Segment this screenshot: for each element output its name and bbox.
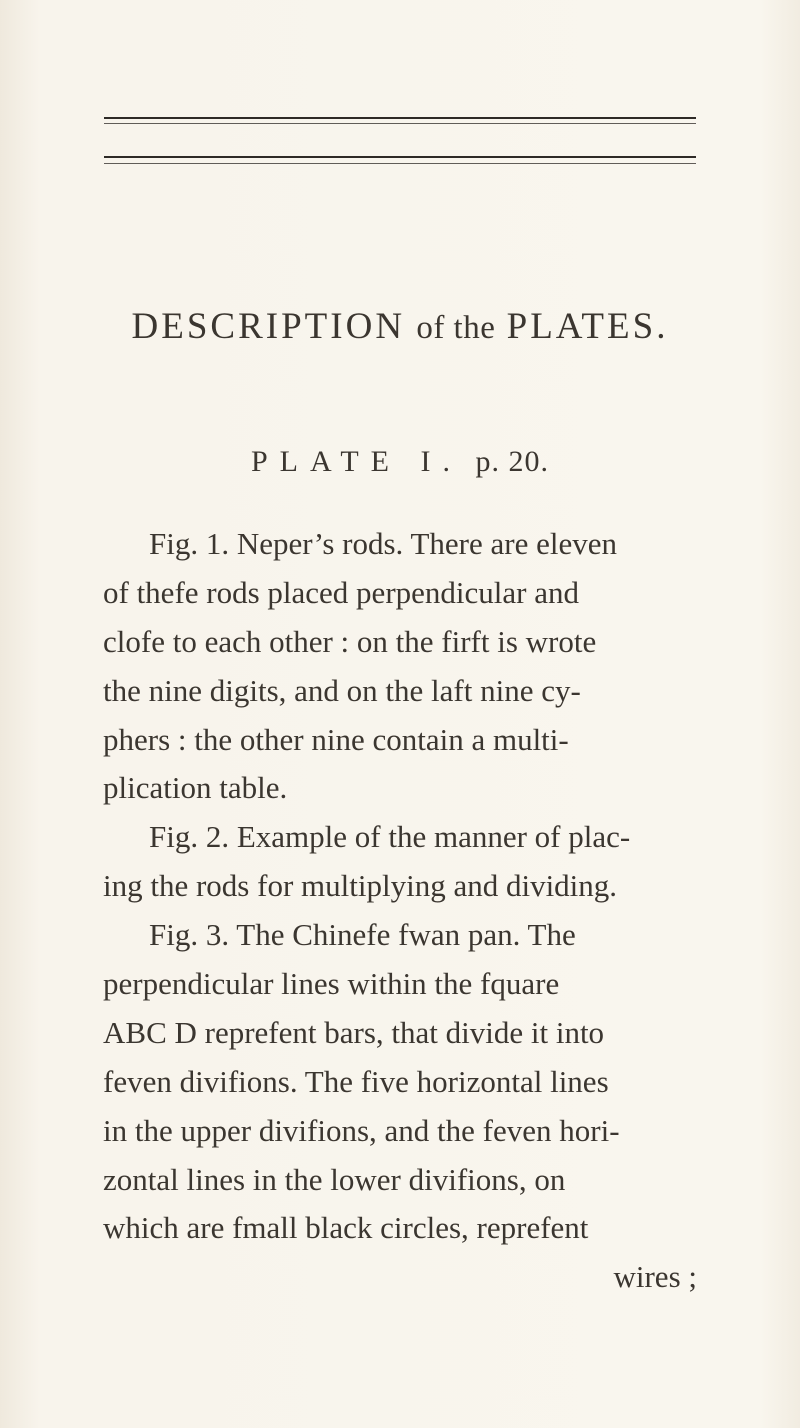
text-line: Fig. 1. Neper’s rods. There are eleven	[149, 526, 617, 561]
second-rule-thick	[104, 156, 696, 158]
text-line: Fig. 2. Example of the manner of plac-	[149, 819, 631, 855]
text-line: perpendicular lines within the fquare	[103, 966, 560, 1002]
body-text	[103, 520, 703, 1302]
text-line: of thefe rods placed perpendicular and	[103, 574, 579, 610]
second-rule-thin	[104, 163, 696, 164]
text-line: ABC D reprefent bars, that divide it into	[103, 1014, 605, 1050]
top-rule-thin	[104, 123, 696, 124]
plate-page-ref: p. 20.	[475, 445, 549, 478]
text-line: clofe to each other : on the firft is wrote	[103, 623, 597, 659]
heading-description: DESCRIPTION	[131, 306, 406, 347]
heading-plates: PLATES.	[506, 306, 669, 347]
text-line: which are fmall black circles, reprefent	[103, 1210, 589, 1246]
text-line: Fig. 3. The Chinefe fwan pan. The	[149, 917, 576, 953]
text-line: the nine digits, and on the laft nine cy-	[103, 672, 581, 708]
text-line: feven divifions. The five horizontal lines	[103, 1063, 609, 1099]
text-line: in the upper divifions, and the feven hori-	[103, 1112, 620, 1148]
page-heading	[0, 305, 800, 350]
heading-of-the: of the	[416, 310, 496, 346]
text-line: zontal lines in the lower divifions, on	[103, 1161, 566, 1197]
catchword: wires ;	[613, 1259, 697, 1295]
text-line: plication table.	[103, 770, 288, 806]
text-line: phers : the other nine contain a multi-	[103, 721, 569, 757]
plate-title: PLATE I.	[251, 445, 462, 478]
text-line: ing the rods for multiplying and dividing.	[103, 868, 618, 904]
plate-subheading	[0, 442, 800, 482]
top-rule-thick	[104, 117, 696, 119]
